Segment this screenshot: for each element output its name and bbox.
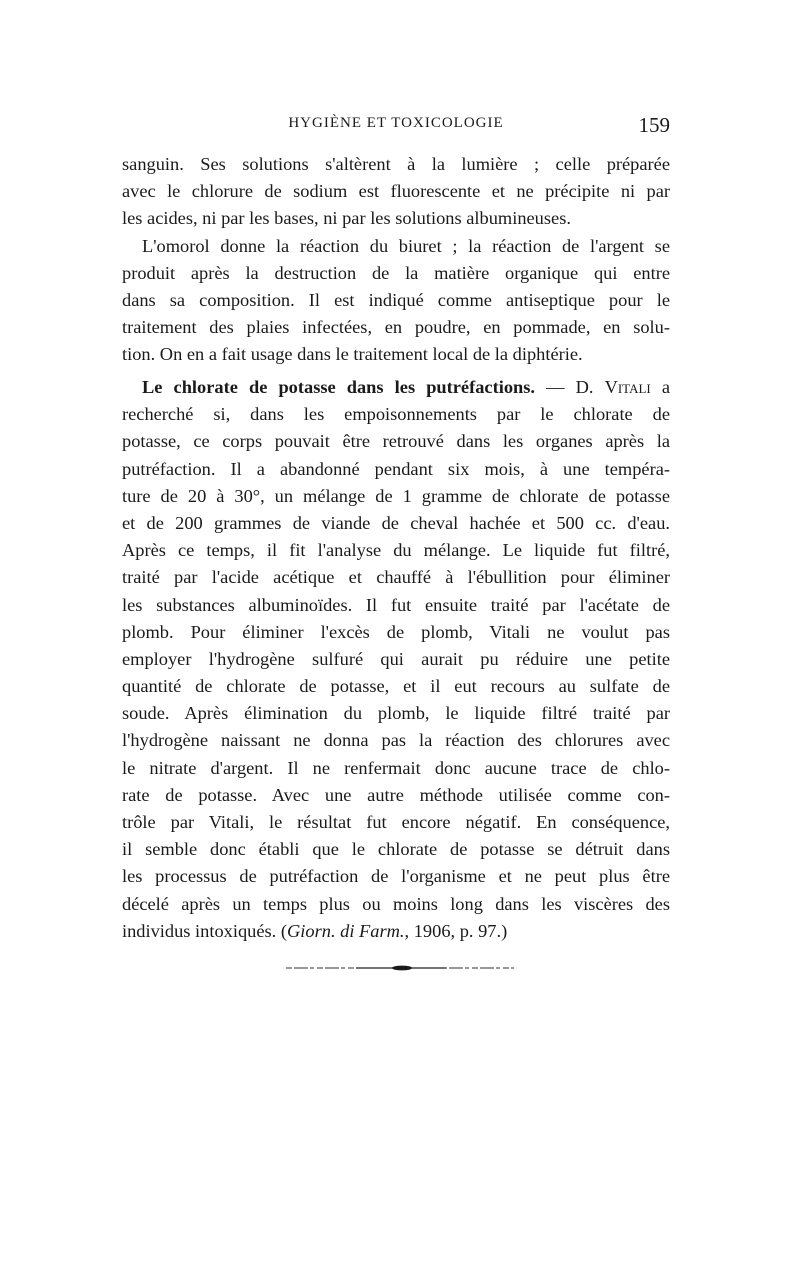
text-line: les substances albuminoïdes. Il fut ensuite traité par l'acétate de xyxy=(122,594,670,615)
page-number: 159 xyxy=(638,113,670,137)
running-head xyxy=(122,113,670,143)
running-title: HYGIÈNE ET TOXICOLOGIE xyxy=(288,115,504,131)
text-line: soude. Après élimination du plomb, le liquide filtré traité par xyxy=(122,703,670,724)
paragraph-1 xyxy=(122,151,670,233)
text-line: ture de 20 à 30°, un mélange de 1 gramme de chlorate de potasse xyxy=(122,485,670,506)
text-line: le nitrate d'argent. Il ne renfermait donc aucune trace de chlo- xyxy=(122,757,670,778)
text-line: l'hydrogène naissant ne donna pas la réaction des chlorures avec xyxy=(122,730,670,751)
end-ornament-rule xyxy=(286,965,514,971)
paragraph-3 xyxy=(122,374,670,945)
text-line: traité par l'acide acétique et chauffé à l'ébullition pour éliminer xyxy=(122,567,670,588)
text-line: Après ce temps, il fit l'analyse du mélange. Le liquide fut filtré, xyxy=(122,540,670,561)
text-line: dans sa composition. Il est indiqué comme antiseptique pour le xyxy=(122,289,670,310)
text-line: L'omorol donne la réaction du biuret ; la réaction de l'argent se xyxy=(142,235,670,256)
text-line: traitement des plaies infectées, en poudre, en pommade, en solu- xyxy=(122,317,670,338)
text-line: il semble donc établi que le chlorate de potasse se détruit dans xyxy=(122,839,670,860)
citation-line xyxy=(122,918,670,945)
citation-start: individus intoxiqués. ( xyxy=(122,920,288,941)
citation-journal: Giorn. di Farm. xyxy=(287,920,405,941)
section-heading: Le chlorate de potasse dans les putréfactions. xyxy=(142,377,535,397)
text-line: avec le chlorure de sodium est fluorescente et ne précipite ni par xyxy=(122,181,670,202)
text-line: rate de potasse. Avec une autre méthode utilisée comme con- xyxy=(122,784,670,805)
text-line: recherché si, dans les empoisonnements par le chlorate de xyxy=(122,404,670,425)
text-line: plomb. Pour éliminer l'excès de plomb, Vitali ne voulut pas xyxy=(122,621,670,642)
text-line: trôle par Vitali, le résultat fut encore négatif. En conséquence, xyxy=(122,812,670,832)
heading-line-end: a xyxy=(650,377,670,397)
text-line: employer l'hydrogène sulfuré qui aurait pu réduire une petite xyxy=(122,648,670,669)
text-line: décelé après un temps plus ou moins long dans les viscères des xyxy=(122,893,670,914)
heading-dash: — D. xyxy=(535,377,605,397)
author-name: Vitali xyxy=(604,377,651,397)
text-line: tion. On en a fait usage dans le traitement local de la diphtérie. xyxy=(122,344,583,365)
text-line: quantité de chlorate de potasse, et il eut recours au sulfate de xyxy=(122,676,670,697)
text-line: les processus de putréfaction de l'organisme et ne peut plus être xyxy=(122,866,670,887)
text-line: produit après la destruction de la matière organique qui entre xyxy=(122,262,670,283)
section-heading-line xyxy=(122,374,670,401)
text-line: et de 200 grammes de viande de cheval hachée et 500 cc. d'eau. xyxy=(122,512,670,533)
paragraph-2 xyxy=(122,233,670,369)
text-line: potasse, ce corps pouvait être retrouvé dans les organes après la xyxy=(122,431,670,452)
citation-rest: , 1906, p. 97.) xyxy=(404,920,508,941)
text-line: sanguin. Ses solutions s'altèrent à la lumière ; celle préparée xyxy=(122,154,670,174)
text-line: les acides, ni par les bases, ni par les solutions albumineuses. xyxy=(122,208,571,229)
text-line: putréfaction. Il a abandonné pendant six mois, à une tempéra- xyxy=(122,458,670,479)
